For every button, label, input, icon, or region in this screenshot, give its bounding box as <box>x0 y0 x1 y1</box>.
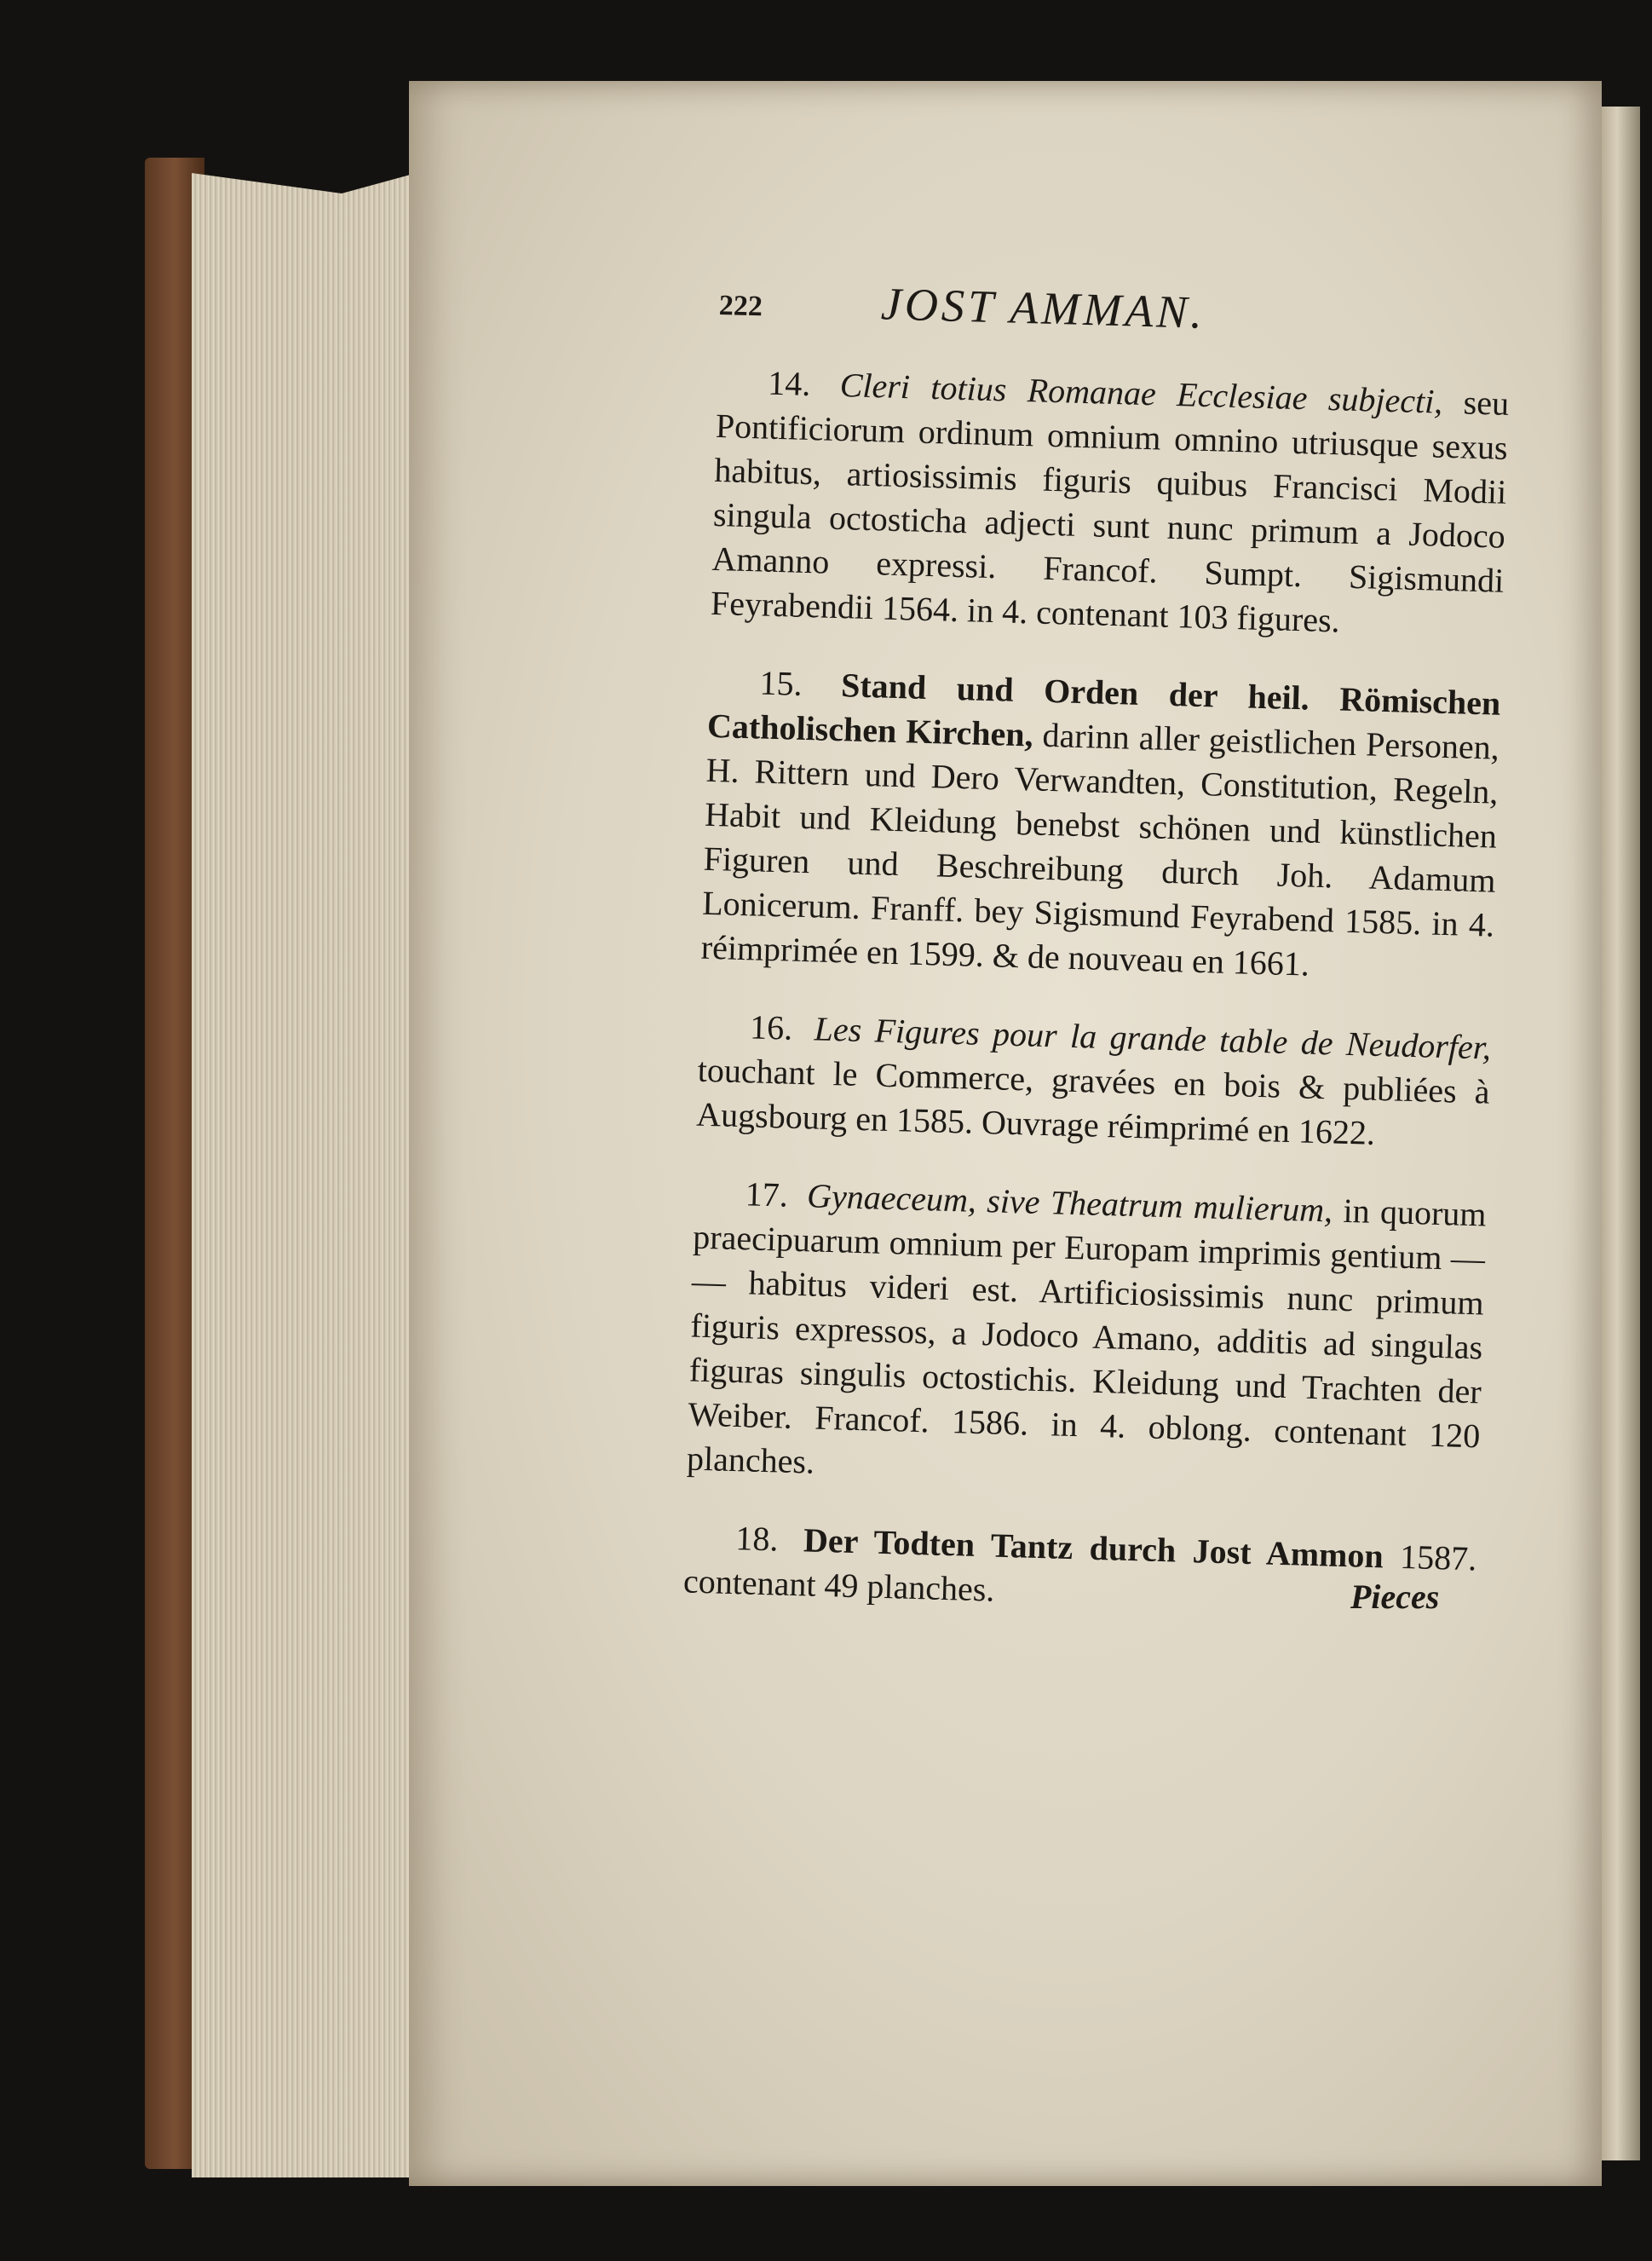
entry-number: 14. <box>767 363 812 404</box>
entry-14 <box>710 360 1509 648</box>
entry-body: 1587. contenant 49 planches. <box>682 1537 1477 1609</box>
running-head: JOST AMMAN. <box>880 278 1206 338</box>
entry-title: Stand und Orden der heil. Römischen Catholischen Kirchen, <box>706 666 1501 754</box>
entry-17 <box>686 1171 1487 1503</box>
entry-number: 18. <box>734 1519 780 1559</box>
entry-body: seu Pontificiorum ordinum omnium omnino utriusque sexus habitus, artiosissimis figuris quibus Francisci Modii singula octosticha adjecti sunt nunc primum a Jodoco Amanno expressi. Francof. Sumpt. Sigismundi Feyrabendii 1564. in 4. contenant 103 figures. <box>710 383 1510 640</box>
entry-title: Gynaeceum, sive Theatrum mulierum, <box>806 1176 1333 1230</box>
facing-page-edge <box>1602 107 1640 2160</box>
entry-number: 16. <box>749 1007 793 1047</box>
entry-body: darinn aller geistlichen Personen, H. Rittern und Dero Verwandten, Constitution, Regeln, Habit und Kleidung benebst schönen und künstlichen Figuren und Beschreibung durch Joh. Adamum Lonicerum. Franff. bey Sigismund Feyrabend 1585. in 4. réimprimée en 1599. & de nouveau en 1661. <box>700 715 1500 983</box>
entry-body: in quorum praecipuarum omnium per Europam imprimis gentium — — habitus videri est. Artificiosissimis nunc primum figuris expressos, a Jodoco Amano, additis ad singulas figuras singulis octostichis. Kleidung und Trachten der Weiber. Francof. 1586. in 4. oblong. contenant 120 planches. <box>686 1191 1488 1481</box>
page-text <box>682 273 1512 1649</box>
entry-title: Der Todten Tantz durch Jost Ammon <box>803 1520 1384 1576</box>
entry-16 <box>696 1004 1492 1159</box>
entry-body: touchant le Commerce, gravées en bois & publiées à Augsbourg en 1585. Ouvrage réimprimé en 1622. <box>695 1050 1491 1152</box>
entry-title: Cleri totius Romanae Ecclesiae subjecti, <box>839 365 1443 421</box>
entry-number: 15. <box>758 663 803 703</box>
entry-title: Les Figures pour la grande table de Neudorfer, <box>814 1009 1492 1067</box>
entry-15 <box>700 660 1501 992</box>
catchword: Pieces <box>1350 1578 1440 1616</box>
entry-number: 17. <box>745 1174 789 1214</box>
page-number: 222 <box>718 289 763 323</box>
